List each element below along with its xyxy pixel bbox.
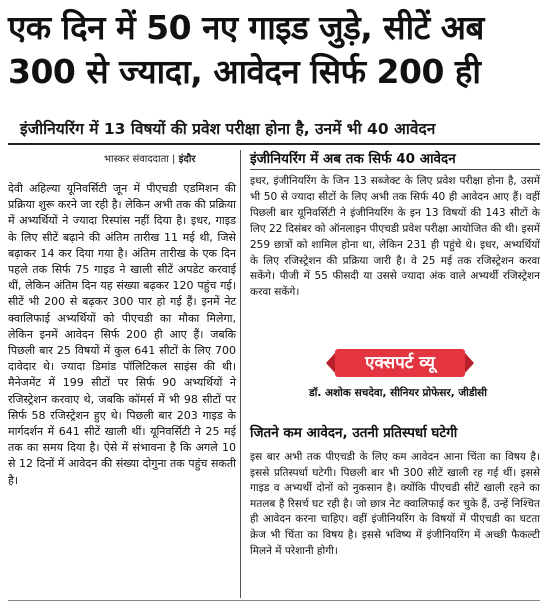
- headline-line-2: 300 से ज्यादा, आवेदन सिर्फ 200 ही: [8, 52, 481, 91]
- headline: [8, 6, 540, 94]
- left-column-body: देवी अहिल्या यूनिवर्सिटी जून में पीएचडी एडमिशन की प्रक्रिया शुरू करने जा रही है। लेकिन अभी तक की प्रक्रिया में अभ्यर्थियों ने ज्यादा रिस्पांस नहीं दिया है। इधर, गाइड के लिए सीटें बढ़ाने की अंतिम तारीख 11 मई थी, जिसे बढ़ाकर 14 कर दिया गया है। अंतिम तारीख के एक दिन पहले तक सिर्फ 75 गाइड ने खाली सीटें अपडेट करवाई थीं, लेकिन अंतिम दिन यह संख्या बढ़कर 120 पहुंच गई। सीटें भी 200 से बढ़कर 300 पार हो गई हैं। इनमें नेट क्वालिफाई अभ्यर्थियों को पीएचडी का मौका मिलेगा, लेकिन इनमें आवेदन सिर्फ 200 ही आए हैं। जबकि पिछली बार 25 विषयों में कुल 641 सीटों के लिए 700 दावेदार थे। ज्यादा डिमांड पॉलिटिकल साइंस की थी। मैनेजमेंट में 199 सीटों पर सिर्फ 90 अभ्यर्थियों ने रजिस्ट्रेशन करवाए थे, जबकि कॉमर्स में भी 98 सीटों पर सिर्फ 58 रजिस्ट्रेशन हुए थे। पिछली बार 203 गाइड के मार्गदर्शन में 641 सीटें खाली थीं। यूनिवर्सिटी ने 25 मई तक का समय दिया है। ऐसे में संभावना है कि अगले 10 से 12 दिनों में आवेदन की संख्या दोगुना तक पहुंच सकती है।: [8, 182, 236, 487]
- expert-heading: जितने कम आवेदन, उतनी प्रतिस्पर्धा घटेगी: [250, 425, 458, 441]
- subheadline: इंजीनियरिंग में 13 विषयों की प्रवेश परीक्षा होना है, उनमें भी 40 आवेदन: [20, 120, 436, 138]
- byline-city: इंदौर: [178, 154, 196, 165]
- header-divider: [8, 143, 540, 145]
- byline-source: भास्कर संवाददाता: [104, 154, 169, 165]
- right-column-body: इधर, इंजीनियरिंग के जिन 13 सब्जेक्ट के लिए प्रवेश परीक्षा होना है, उसमें भी 50 से ज्यादा सीटों के लिए अभी तक सिर्फ 40 ही आवेदन आए हैं। वहीं पिछली बार यूनिवर्सिटी ने इंजीनियरिंग के इन 13 विषयों की 143 सीटों के लिए 22 दिसंबर को ऑनलाइन पीएचडी प्रवेश परीक्षा आयोजित की थी। इसमें 259 छात्रों को शामिल होना था, लेकिन 231 ही पहुंचे थे। इधर, अभ्यर्थियों के लिए रजिस्ट्रेशन की प्रक्रिया जारी है। वे 25 मई तक रजिस्ट्रेशन करवा सकेंगे। पीजी में 55 फीसदी या उससे ज्यादा अंक वाले अभ्यर्थी रजिस्ट्रेशन करवा सकेंगे।: [250, 175, 541, 299]
- byline: भास्कर संवाददाता | इंदौर: [104, 154, 196, 165]
- column-divider: [240, 150, 241, 598]
- right-column-heading: इंजीनियरिंग में अब तक सिर्फ 40 आवेदन: [250, 151, 456, 167]
- expert-body: इस बार अभी तक पीएचडी के लिए कम आवेदन आना चिंता का विषय है। इससे प्रतिस्पर्धा घटेगी। पिछली बार भी 300 सीटें खाली रह गई थीं। इससे गाइड व अभ्यर्थी दोनों को नुकसान है। क्योंकि पीएचडी सीटें खाली रहने का मतलब है रिसर्च घट रही है। जो छात्र नेट क्वालिफाई कर चुके हैं, उन्हें निश्चित ही आवेदन करना चाहिए। वहीं इंजीनियरिंग के विषयों में पीएचडी का घटता क्रेज भी चिंता का विषय है। इससे भविष्य में इंजीनियरिंग में अच्छी फैकल्टी मिलने में परेशानी होगी।: [250, 451, 540, 557]
- headline-line-1: एक दिन में 50 नए गाइड जुड़े, सीटें अब: [8, 8, 484, 47]
- expert-view-banner: एक्सपर्ट व्यू: [335, 349, 465, 377]
- bottom-divider: [8, 600, 540, 601]
- right-heading-underline: [250, 169, 540, 170]
- expert-name: डॉ. अशोक सचदेवा, सीनियर प्रोफेसर, जीडीसी: [308, 387, 488, 399]
